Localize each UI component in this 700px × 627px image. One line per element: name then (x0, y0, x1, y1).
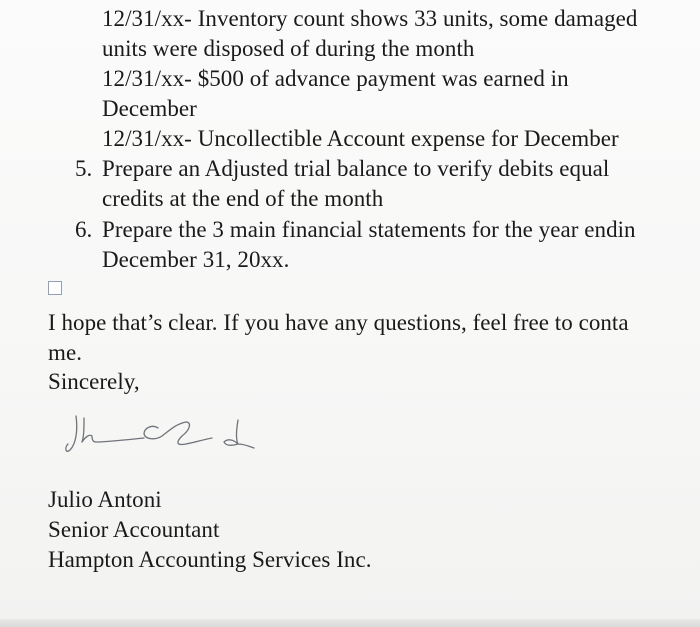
step-6-number: 6. (75, 217, 93, 242)
entry-inventory-count: 12/31/xx- Inventory count shows 33 units, some damaged (102, 6, 638, 31)
step-6 (75, 215, 636, 245)
entry-uncollectible-account: 12/31/xx- Uncollectible Account expense for December (102, 126, 619, 151)
checkbox[interactable] (48, 281, 62, 295)
sign-off: Sincerely, (48, 369, 140, 394)
sender-title: Senior Accountant (48, 517, 220, 542)
handwritten-signature-icon (62, 402, 262, 466)
step-5-text-cont: credits at the end of the month (102, 186, 384, 211)
entry-advance-payment-cont: December (102, 96, 197, 121)
step-6-text-cont: December 31, 20xx. (102, 247, 290, 272)
sender-company: Hampton Accounting Services Inc. (48, 547, 372, 572)
entry-advance-payment: 12/31/xx- $500 of advance payment was earned in (102, 66, 569, 91)
sender-name: Julio Antoni (48, 487, 162, 512)
closing-line: I hope that’s clear. If you have any questions, feel free to conta (48, 310, 629, 335)
page-bottom-edge (0, 619, 700, 627)
closing-line-cont: me. (48, 340, 82, 365)
step-6-text: Prepare the 3 main financial statements for the year endin (102, 217, 636, 242)
step-5-number: 5. (75, 156, 93, 181)
entry-inventory-count-cont: units were disposed of during the month (102, 36, 475, 61)
step-5 (75, 154, 609, 184)
step-5-text: Prepare an Adjusted trial balance to verify debits equal (102, 156, 610, 181)
